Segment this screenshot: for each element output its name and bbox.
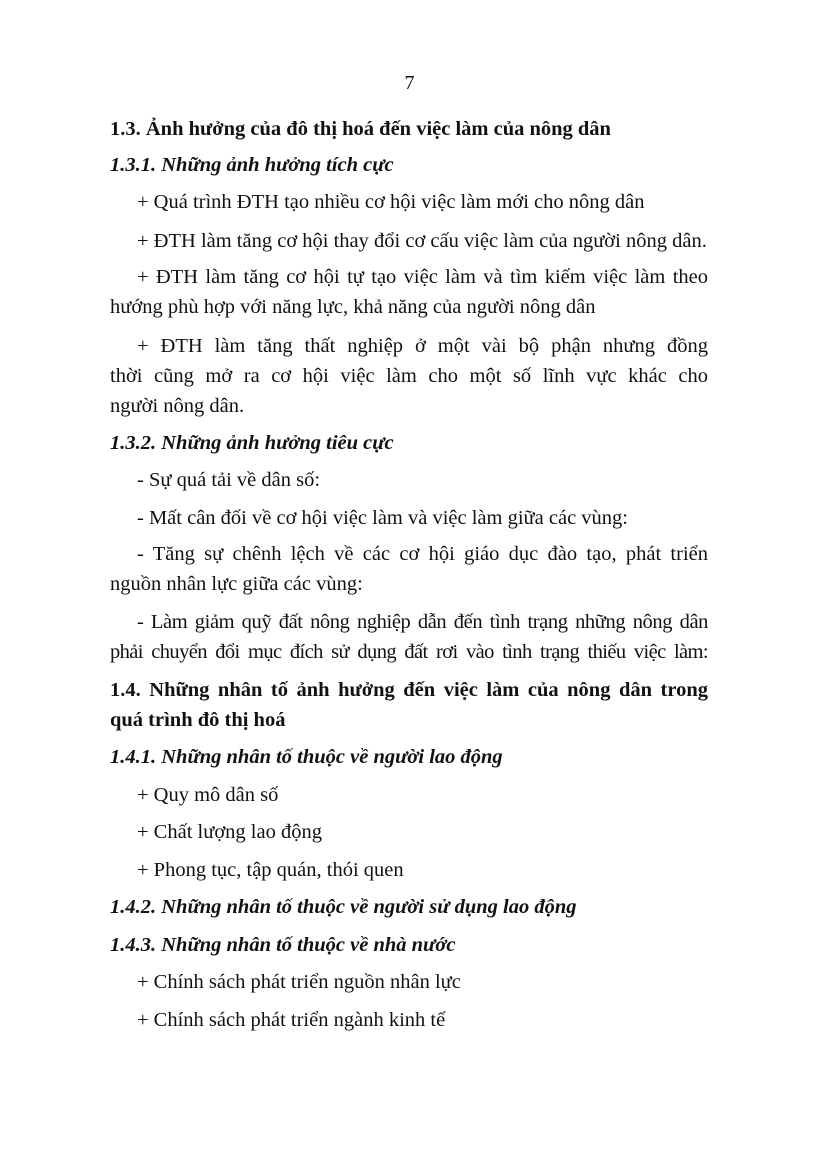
list-item: + Chất lượng lao động — [137, 821, 322, 843]
heading-1-3: 1.3. Ảnh hưởng của đô thị hoá đến việc làm của nông dân — [110, 118, 611, 140]
paragraph: hướng phù hợp với năng lực, khả năng của người nông dân — [110, 296, 596, 318]
paragraph: - Tăng sự chênh lệch về các cơ hội giáo dục đào tạo, phát triển — [137, 543, 708, 565]
paragraph: + ĐTH làm tăng cơ hội thay đổi cơ cấu việc làm của người nông dân. — [137, 230, 707, 252]
heading-1-4-3: 1.4.3. Những nhân tố thuộc về nhà nước — [110, 934, 456, 956]
list-item: + Chính sách phát triển ngành kinh tế — [137, 1009, 446, 1031]
heading-1-4-2: 1.4.2. Những nhân tố thuộc về người sử dụng lao động — [110, 896, 577, 918]
heading-1-4-cont: quá trình đô thị hoá — [110, 709, 286, 731]
paragraph: + ĐTH làm tăng cơ hội tự tạo việc làm và tìm kiếm việc làm theo — [137, 266, 708, 288]
heading-1-4-1: 1.4.1. Những nhân tố thuộc về người lao động — [110, 746, 503, 768]
paragraph: - Làm giảm quỹ đất nông nghiệp dẫn đến tình trạng những nông dân — [137, 611, 708, 633]
heading-1-4: 1.4. Những nhân tố ảnh hưởng đến việc làm của nông dân trong — [110, 679, 708, 701]
paragraph: thời cũng mở ra cơ hội việc làm cho một số lĩnh vực khác cho — [110, 365, 708, 387]
paragraph: phải chuyển đổi mục đích sử dụng đất rơi vào tình trạng thiếu việc làm: — [110, 641, 708, 663]
paragraph: nguồn nhân lực giữa các vùng: — [110, 573, 363, 595]
list-item: + Phong tục, tập quán, thói quen — [137, 859, 404, 881]
paragraph: người nông dân. — [110, 395, 245, 417]
list-item: + Chính sách phát triển nguồn nhân lực — [137, 971, 461, 993]
list-item: + Quy mô dân số — [137, 784, 279, 806]
heading-1-3-2: 1.3.2. Những ảnh hưởng tiêu cực — [110, 432, 394, 454]
paragraph: + Quá trình ĐTH tạo nhiều cơ hội việc làm mới cho nông dân — [137, 191, 645, 213]
heading-1-3-1: 1.3.1. Những ảnh hưởng tích cực — [110, 154, 394, 176]
page-number: 7 — [404, 72, 415, 94]
paragraph: - Sự quá tải về dân số: — [137, 469, 321, 491]
paragraph: - Mất cân đối về cơ hội việc làm và việc làm giữa các vùng: — [137, 507, 628, 529]
paragraph: + ĐTH làm tăng thất nghiệp ở một vài bộ phận nhưng đồng — [137, 335, 708, 357]
